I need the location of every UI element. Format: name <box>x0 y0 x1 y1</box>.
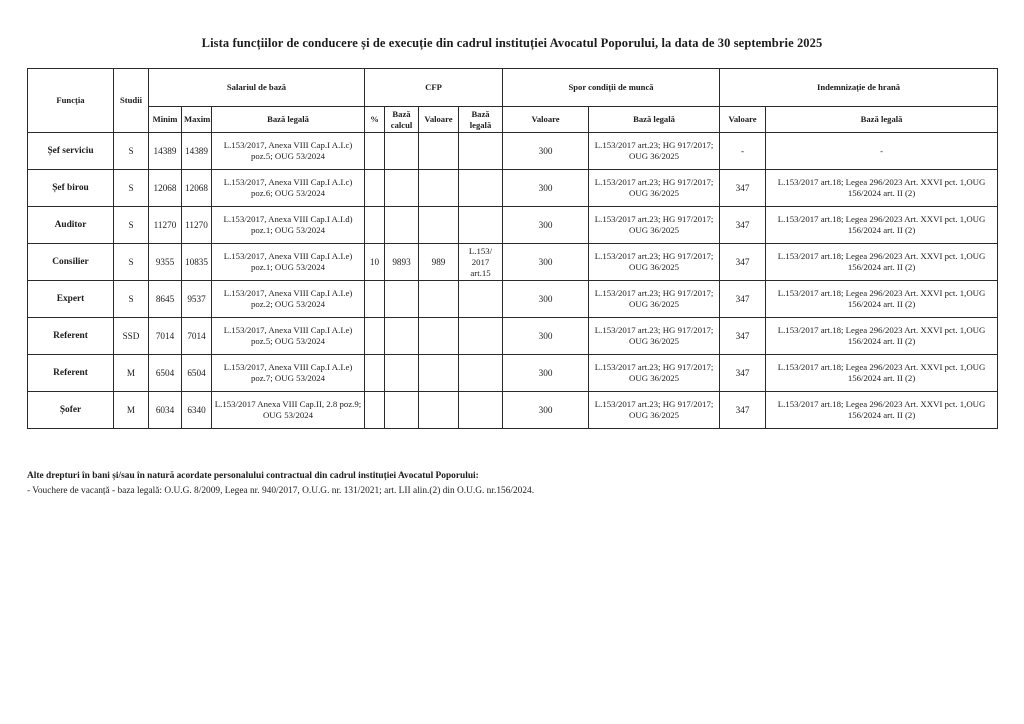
cell-ind-valoare: 347 <box>720 244 766 281</box>
cell-functia: Șofer <box>28 392 114 429</box>
col-functia: Funcția <box>28 69 114 133</box>
cell-cfp-valoare <box>419 355 459 392</box>
cell-ind-baza-legala: L.153/2017 art.18; Legea 296/2023 Art. XXVI pct. 1,OUG 156/2024 art. II (2) <box>766 207 998 244</box>
cell-ind-baza-legala: L.153/2017 art.18; Legea 296/2023 Art. XXVI pct. 1,OUG 156/2024 art. II (2) <box>766 318 998 355</box>
cell-cfp-valoare <box>419 170 459 207</box>
cell-cfp-procent <box>365 133 385 170</box>
cell-cfp-valoare <box>419 392 459 429</box>
cell-cfp-procent <box>365 392 385 429</box>
cell-cfp-baza-legala <box>459 281 503 318</box>
cell-ind-valoare: 347 <box>720 355 766 392</box>
col-maxim: Maxim <box>182 107 212 133</box>
cell-cfp-baza-calcul: 9893 <box>385 244 419 281</box>
table-row <box>28 244 998 281</box>
cell-minim: 11270 <box>149 207 182 244</box>
cell-baza-legala-salariu: L.153/2017, Anexa VIII Cap.I A.I.c) poz.5; OUG 53/2024 <box>212 133 365 170</box>
cell-maxim: 14389 <box>182 133 212 170</box>
cell-cfp-valoare: 989 <box>419 244 459 281</box>
cell-minim: 7014 <box>149 318 182 355</box>
cell-spor-valoare: 300 <box>503 392 589 429</box>
col-cfp-valoare: Valoare <box>419 107 459 133</box>
cell-ind-valoare: 347 <box>720 281 766 318</box>
col-baza-legala-salariu: Bază legală <box>212 107 365 133</box>
cell-cfp-procent <box>365 170 385 207</box>
col-cfp-procent: % <box>365 107 385 133</box>
col-spor-valoare: Valoare <box>503 107 589 133</box>
cell-baza-legala-salariu: L.153/2017 Anexa VIII Cap.II, 2.8 poz.9; OUG 53/2024 <box>212 392 365 429</box>
cell-ind-valoare: 347 <box>720 318 766 355</box>
cell-spor-valoare: 300 <box>503 355 589 392</box>
cell-maxim: 9537 <box>182 281 212 318</box>
col-minim: Minim <box>149 107 182 133</box>
cell-baza-legala-salariu: L.153/2017, Anexa VIII Cap.I A.I.e) poz.7; OUG 53/2024 <box>212 355 365 392</box>
col-salariu: Salariul de bază <box>149 69 365 107</box>
table-row <box>28 281 998 318</box>
header-row-1 <box>28 69 998 107</box>
cell-ind-valoare: - <box>720 133 766 170</box>
cell-cfp-baza-legala <box>459 318 503 355</box>
table-row <box>28 355 998 392</box>
cell-functia: Referent <box>28 355 114 392</box>
cell-baza-legala-salariu: L.153/2017, Anexa VIII Cap.I A.I.e) poz.5; OUG 53/2024 <box>212 318 365 355</box>
cell-functia: Consilier <box>28 244 114 281</box>
cell-cfp-baza-calcul <box>385 355 419 392</box>
cell-studii: S <box>114 281 149 318</box>
cell-ind-baza-legala: L.153/2017 art.18; Legea 296/2023 Art. XXVI pct. 1,OUG 156/2024 art. II (2) <box>766 244 998 281</box>
cell-cfp-baza-calcul <box>385 281 419 318</box>
cell-baza-legala-salariu: L.153/2017, Anexa VIII Cap.I A.I.e) poz.1; OUG 53/2024 <box>212 244 365 281</box>
col-spor-baza-legala: Bază legală <box>589 107 720 133</box>
cell-maxim: 6504 <box>182 355 212 392</box>
cell-spor-valoare: 300 <box>503 133 589 170</box>
cell-cfp-valoare <box>419 207 459 244</box>
salary-table <box>27 68 998 429</box>
footer-notes <box>27 469 534 499</box>
cell-ind-baza-legala: L.153/2017 art.18; Legea 296/2023 Art. XXVI pct. 1,OUG 156/2024 art. II (2) <box>766 392 998 429</box>
cell-spor-baza-legala: L.153/2017 art.23; HG 917/2017; OUG 36/2025 <box>589 318 720 355</box>
cell-cfp-baza-calcul <box>385 133 419 170</box>
cell-spor-baza-legala: L.153/2017 art.23; HG 917/2017; OUG 36/2025 <box>589 133 720 170</box>
cell-minim: 8645 <box>149 281 182 318</box>
cell-ind-valoare: 347 <box>720 392 766 429</box>
cell-studii: S <box>114 133 149 170</box>
col-ind-baza-legala: Bază legală <box>766 107 998 133</box>
cell-studii: M <box>114 355 149 392</box>
col-cfp: CFP <box>365 69 503 107</box>
cell-cfp-baza-calcul <box>385 392 419 429</box>
page-title: Lista funcțiilor de conducere și de execuție din cadrul instituției Avocatul Poporului, la data de 30 septembrie 2025 <box>201 36 823 50</box>
cell-baza-legala-salariu: L.153/2017, Anexa VIII Cap.I A.I.d) poz.1; OUG 53/2024 <box>212 207 365 244</box>
cell-cfp-procent <box>365 355 385 392</box>
cell-maxim: 12068 <box>182 170 212 207</box>
cell-maxim: 11270 <box>182 207 212 244</box>
cell-cfp-procent <box>365 318 385 355</box>
cell-baza-legala-salariu: L.153/2017, Anexa VIII Cap.I A.I.e) poz.2; OUG 53/2024 <box>212 281 365 318</box>
cell-functia: Auditor <box>28 207 114 244</box>
cell-cfp-baza-legala <box>459 355 503 392</box>
col-spor: Spor condiții de muncă <box>503 69 720 107</box>
cell-functia: Șef serviciu <box>28 133 114 170</box>
header-row-2 <box>28 107 998 133</box>
cell-maxim: 7014 <box>182 318 212 355</box>
cell-studii: S <box>114 244 149 281</box>
cell-cfp-baza-legala <box>459 133 503 170</box>
footer-title: Alte drepturi în bani și/sau în natură acordate personalului contractual din cadrul instituției Avocatul Poporului: <box>27 471 479 481</box>
cell-spor-valoare: 300 <box>503 207 589 244</box>
cell-studii: M <box>114 392 149 429</box>
cell-cfp-baza-legala <box>459 392 503 429</box>
cell-ind-baza-legala: L.153/2017 art.18; Legea 296/2023 Art. XXVI pct. 1,OUG 156/2024 art. II (2) <box>766 355 998 392</box>
cell-cfp-valoare <box>419 281 459 318</box>
cell-ind-valoare: 347 <box>720 207 766 244</box>
table-row <box>28 318 998 355</box>
cell-cfp-procent: 10 <box>365 244 385 281</box>
cell-functia: Șef birou <box>28 170 114 207</box>
cell-spor-baza-legala: L.153/2017 art.23; HG 917/2017; OUG 36/2025 <box>589 207 720 244</box>
cell-spor-baza-legala: L.153/2017 art.23; HG 917/2017; OUG 36/2025 <box>589 281 720 318</box>
cell-cfp-baza-legala <box>459 207 503 244</box>
table-row <box>28 392 998 429</box>
table-row <box>28 133 998 170</box>
cell-functia: Referent <box>28 318 114 355</box>
cell-minim: 14389 <box>149 133 182 170</box>
cell-ind-baza-legala: L.153/2017 art.18; Legea 296/2023 Art. XXVI pct. 1,OUG 156/2024 art. II (2) <box>766 170 998 207</box>
cell-minim: 6034 <box>149 392 182 429</box>
cell-minim: 9355 <box>149 244 182 281</box>
table-body <box>28 133 998 429</box>
cell-studii: S <box>114 207 149 244</box>
table-row <box>28 170 998 207</box>
cell-cfp-baza-calcul <box>385 170 419 207</box>
cell-cfp-valoare <box>419 133 459 170</box>
cell-studii: SSD <box>114 318 149 355</box>
cell-minim: 6504 <box>149 355 182 392</box>
cell-spor-valoare: 300 <box>503 170 589 207</box>
cell-cfp-procent <box>365 281 385 318</box>
cell-spor-valoare: 300 <box>503 244 589 281</box>
cell-cfp-baza-legala <box>459 170 503 207</box>
col-ind-valoare: Valoare <box>720 107 766 133</box>
cell-functia: Expert <box>28 281 114 318</box>
cell-studii: S <box>114 170 149 207</box>
cell-minim: 12068 <box>149 170 182 207</box>
cell-spor-baza-legala: L.153/2017 art.23; HG 917/2017; OUG 36/2025 <box>589 170 720 207</box>
table-row <box>28 207 998 244</box>
cell-maxim: 10835 <box>182 244 212 281</box>
cell-spor-baza-legala: L.153/2017 art.23; HG 917/2017; OUG 36/2025 <box>589 392 720 429</box>
cell-baza-legala-salariu: L.153/2017, Anexa VIII Cap.I A.I.c) poz.6; OUG 53/2024 <box>212 170 365 207</box>
cell-cfp-valoare <box>419 318 459 355</box>
cell-ind-baza-legala: - <box>766 133 998 170</box>
cell-spor-baza-legala: L.153/2017 art.23; HG 917/2017; OUG 36/2025 <box>589 244 720 281</box>
cell-spor-valoare: 300 <box>503 281 589 318</box>
cell-cfp-baza-legala: L.153/ 2017 art.15 <box>459 244 503 281</box>
footer-item: - Vouchere de vacanță - baza legală: O.U.G. 8/2009, Legea nr. 940/2017, O.U.G. nr. 131/2021; art. LII alin.(2) din O.U.G. nr.156/2024. <box>27 486 535 496</box>
col-studii: Studii <box>114 69 149 133</box>
cell-spor-baza-legala: L.153/2017 art.23; HG 917/2017; OUG 36/2025 <box>589 355 720 392</box>
cell-spor-valoare: 300 <box>503 318 589 355</box>
col-cfp-baza-calcul: Bază calcul <box>385 107 419 133</box>
cell-ind-baza-legala: L.153/2017 art.18; Legea 296/2023 Art. XXVI pct. 1,OUG 156/2024 art. II (2) <box>766 281 998 318</box>
cell-cfp-procent <box>365 207 385 244</box>
cell-ind-valoare: 347 <box>720 170 766 207</box>
cell-cfp-baza-calcul <box>385 318 419 355</box>
cell-cfp-baza-calcul <box>385 207 419 244</box>
cell-maxim: 6340 <box>182 392 212 429</box>
col-cfp-baza-legala: Bază legală <box>459 107 503 133</box>
col-indemnizatie: Indemnizație de hrană <box>720 69 998 107</box>
